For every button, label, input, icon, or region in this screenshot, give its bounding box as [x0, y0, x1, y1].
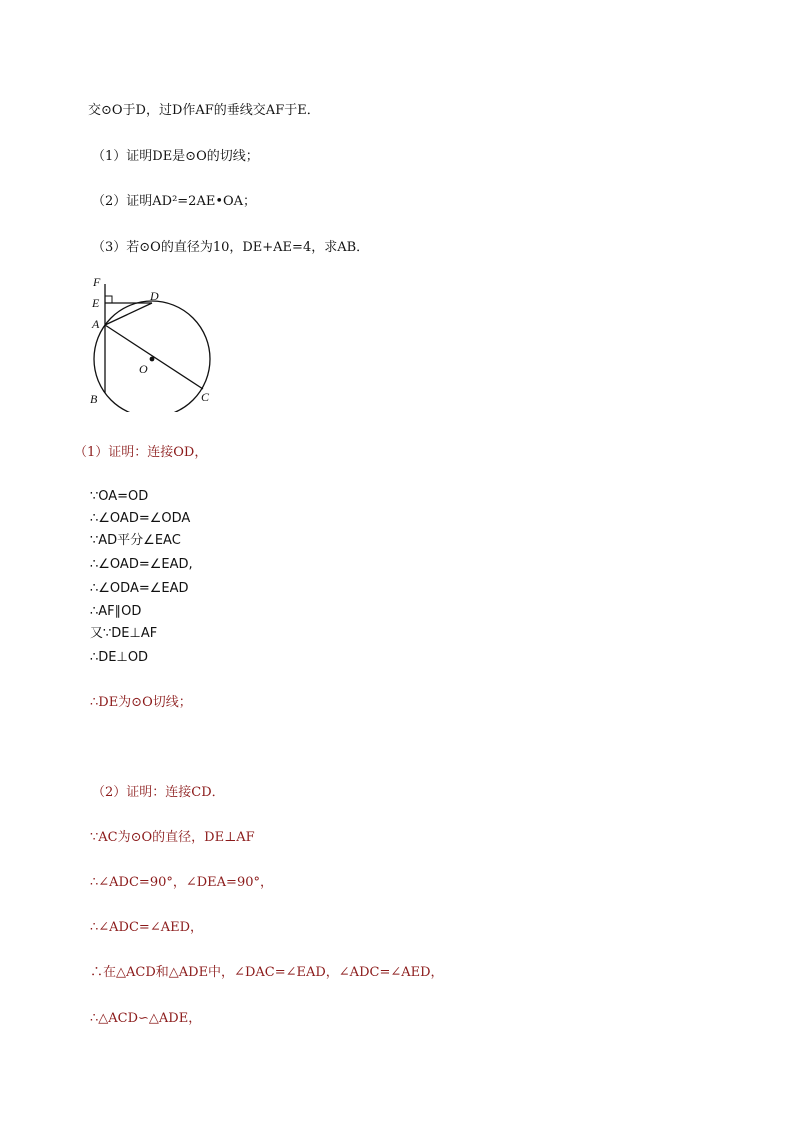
solution-1-heading: （1）证明：连接OD， — [74, 445, 208, 460]
solution-2-heading: （2）证明：连接CD． — [92, 785, 225, 800]
proof-step: ∴AF∥OD — [90, 604, 142, 619]
proof-step: ∴∠ADC=90°，∠DEA=90°， — [90, 875, 273, 890]
line-ac — [105, 325, 203, 389]
circle-o — [94, 301, 210, 412]
center-point — [150, 357, 155, 362]
proof-step: ∴DE⊥OD — [90, 650, 149, 665]
label-e: E — [92, 296, 100, 310]
right-angle-mark — [105, 296, 112, 303]
label-o: O — [139, 362, 148, 376]
proof-step: ∴∠OAD=∠EAD, — [90, 557, 193, 572]
solution-1-conclusion: ∴DE为⊙O切线； — [90, 695, 192, 710]
proof-step: ∴∠OAD=∠ODA — [90, 511, 191, 526]
question-3: （3）若⊙O的直径为10，DE+AE=4，求AB． — [92, 240, 370, 255]
label-a: A — [92, 317, 100, 331]
proof-step: ∴∠ADC=∠AED， — [90, 920, 204, 935]
question-2: （2）证明AD²=2AE•OA； — [92, 194, 257, 209]
proof-step: 又∵DE⊥AF — [90, 626, 158, 641]
proof-step: ∴∠ODA=∠EAD — [90, 581, 189, 596]
geometry-figure — [84, 272, 234, 412]
proof-step: ∵AC为⊙O的直径，DE⊥AF — [90, 830, 255, 845]
proof-step: ∵OA=OD — [90, 489, 149, 504]
proof-step: ∵AD平分∠EAC — [90, 533, 181, 548]
proof-step: ∴△ACD∽△ADE， — [90, 1011, 202, 1026]
label-b: B — [90, 392, 98, 406]
problem-intro: 交⊙O于D，过D作AF的垂线交AF于E． — [88, 103, 320, 118]
proof-step: ∴在△ACD和△ADE中，∠DAC=∠EAD，∠ADC=∠AED， — [90, 965, 444, 980]
question-1: （1）证明DE是⊙O的切线； — [92, 149, 259, 164]
label-d: D — [150, 289, 159, 303]
label-f: F — [93, 275, 101, 289]
label-c: C — [201, 390, 210, 404]
